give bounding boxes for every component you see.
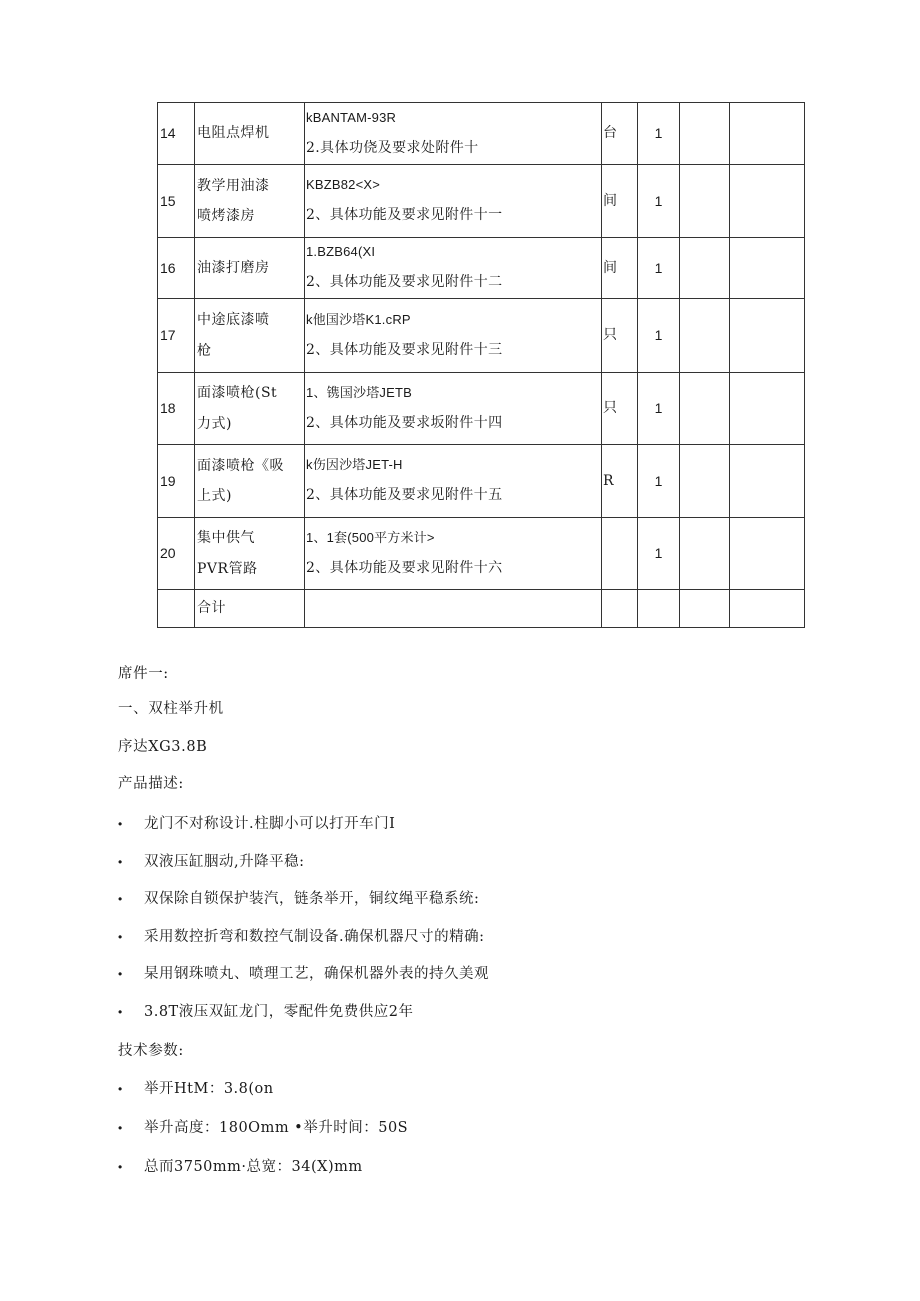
table-row (158, 590, 805, 628)
row-number: 19 (158, 445, 195, 518)
item-name-line: 面漆喷枪(St (197, 385, 278, 402)
list-item-text: 双保除自锁保护装汽，链条举开，铜纹绳平稳系统: (144, 891, 480, 908)
item-spec (305, 165, 602, 238)
item-unit-price (680, 590, 730, 628)
item-quantity: 1 (638, 518, 680, 590)
bullet-icon: • (118, 1160, 123, 1174)
item-quantity (638, 590, 680, 628)
section-title: 一、双柱举升机 (118, 701, 224, 717)
item-name-line: 力式) (197, 415, 232, 432)
table-row (158, 299, 805, 373)
row-number: 14 (158, 103, 195, 165)
spec-requirement: 2.具体功侥及要求处附件十 (306, 139, 479, 156)
item-unit: 间 (602, 165, 638, 238)
item-unit: 间 (602, 238, 638, 299)
item-name (195, 165, 305, 238)
item-total-price (730, 165, 805, 238)
item-quantity: 1 (638, 238, 680, 299)
list-item-text: 举升高度：180Omm •举升时间：50S (144, 1120, 409, 1136)
bullet-icon: • (118, 929, 123, 944)
item-name-line: PVR管路 (197, 560, 258, 577)
item-name-line: 面漆喷枪《吸 (197, 457, 284, 474)
spec-model: kBANTAM-93R (306, 109, 397, 125)
spec-requirement: 2、具体功能及要求见附件十五 (306, 487, 503, 504)
list-item (118, 887, 479, 908)
item-name-line: 油漆打磨房 (197, 259, 270, 276)
item-unit-price (680, 238, 730, 299)
item-name (195, 299, 305, 373)
list-item (118, 925, 485, 946)
bullet-icon: • (118, 1005, 123, 1019)
item-name (195, 238, 305, 299)
item-unit (602, 518, 638, 590)
table-row (158, 373, 805, 445)
item-unit-price (680, 103, 730, 165)
list-item-text: 双液压缸胭动,升降平稳: (144, 853, 305, 870)
item-unit-price (680, 299, 730, 373)
item-spec (305, 518, 602, 590)
spec-model: 1、镌国沙塔JETB (306, 384, 413, 400)
list-item (118, 812, 395, 833)
list-item-text: 总而3750mm·总宽：34(X)mm (144, 1159, 363, 1175)
annex-title: 席件一: (118, 666, 169, 682)
item-unit: 台 (602, 103, 638, 165)
item-spec (305, 299, 602, 373)
item-total-price (730, 518, 805, 590)
item-total-price (730, 445, 805, 518)
item-spec (305, 238, 602, 299)
row-number: 16 (158, 238, 195, 299)
table-row (158, 165, 805, 238)
list-item-text: 龙门不对称设计.柱脚小可以打开车门I (144, 816, 396, 832)
item-name-line: 合计 (197, 600, 226, 617)
spec-requirement: 2、具体功能及要求坂附件十四 (306, 414, 503, 431)
list-item (118, 962, 489, 983)
item-name-line: 上式) (197, 488, 232, 504)
item-name-line: 喷烤漆房 (197, 208, 255, 224)
spec-model: KBZB82<X> (306, 177, 381, 193)
item-name-line: 集中供气 (197, 530, 255, 547)
spec-model: 1、1套(500平方米计> (306, 529, 435, 545)
bullet-icon: • (118, 1082, 123, 1096)
item-total-price (730, 590, 805, 628)
bullet-icon: • (118, 854, 123, 869)
row-number: 20 (158, 518, 195, 590)
item-total-price (730, 103, 805, 165)
bullet-icon: • (118, 892, 123, 907)
item-name-line: 电阻点焊机 (197, 125, 270, 142)
item-unit-price (680, 518, 730, 590)
list-item (118, 1116, 408, 1137)
list-item-text: 3.8T液压双缸龙门，零配件免费供应2年 (144, 1004, 414, 1020)
list-item-text: 采用数控折弯和数控气制设备.确保机器尺寸的精确: (144, 928, 485, 945)
item-unit: 只 (602, 373, 638, 445)
bullet-icon: • (118, 1121, 123, 1135)
bullet-icon: • (118, 817, 123, 831)
item-unit-price (680, 165, 730, 238)
item-quantity: 1 (638, 103, 680, 165)
item-total-price (730, 238, 805, 299)
equipment-table (157, 102, 805, 628)
row-number: 18 (158, 373, 195, 445)
item-unit: 只 (602, 299, 638, 373)
spec-requirement: 2、具体功能及要求见附件十三 (306, 341, 503, 358)
param-heading: 技术参数: (118, 1043, 184, 1059)
spec-model: k伤因沙塔JET-H (306, 457, 403, 473)
list-item-text: 杲用钢珠喷丸、喷理工艺，确保机器外表的持久美观 (144, 966, 489, 983)
item-name (195, 445, 305, 518)
item-unit-price (680, 445, 730, 518)
table-row (158, 238, 805, 299)
table-row (158, 445, 805, 518)
spec-requirement: 2、具体功能及要求见附件十二 (306, 274, 503, 291)
row-number: 15 (158, 165, 195, 238)
item-spec (305, 445, 602, 518)
list-item-text: 举开HtM：3.8(on (144, 1081, 274, 1097)
spec-requirement: 2、具体功能及要求见附件十一 (306, 207, 503, 224)
item-name (195, 103, 305, 165)
item-total-price (730, 373, 805, 445)
model-line: 序达XG3.8B (118, 739, 208, 755)
item-name (195, 373, 305, 445)
desc-heading: 产品描述: (118, 776, 184, 792)
spec-requirement: 2、具体功能及要求见附件十六 (306, 559, 503, 576)
item-quantity: 1 (638, 299, 680, 373)
item-quantity: 1 (638, 165, 680, 238)
row-number (158, 590, 195, 628)
list-item (118, 1155, 363, 1176)
list-item (118, 850, 305, 871)
item-quantity: 1 (638, 373, 680, 445)
item-name-line: 中途底漆喷 (197, 312, 270, 329)
list-item (118, 1000, 413, 1021)
item-name-line: 枪 (197, 342, 212, 359)
item-name (195, 518, 305, 590)
table-row (158, 103, 805, 165)
item-name (195, 590, 305, 628)
spec-model: k他国沙塔K1.cRP (306, 311, 411, 327)
item-unit: R (602, 445, 638, 518)
item-spec (305, 590, 602, 628)
spec-model: 1.BZB64(XI (306, 244, 376, 260)
item-spec (305, 373, 602, 445)
item-unit (602, 590, 638, 628)
item-total-price (730, 299, 805, 373)
item-spec (305, 103, 602, 165)
table-row (158, 518, 805, 590)
item-name-line: 教学用油漆 (197, 177, 270, 194)
list-item (118, 1077, 274, 1098)
item-quantity: 1 (638, 445, 680, 518)
item-unit-price (680, 373, 730, 445)
bullet-icon: • (118, 967, 123, 982)
row-number: 17 (158, 299, 195, 373)
